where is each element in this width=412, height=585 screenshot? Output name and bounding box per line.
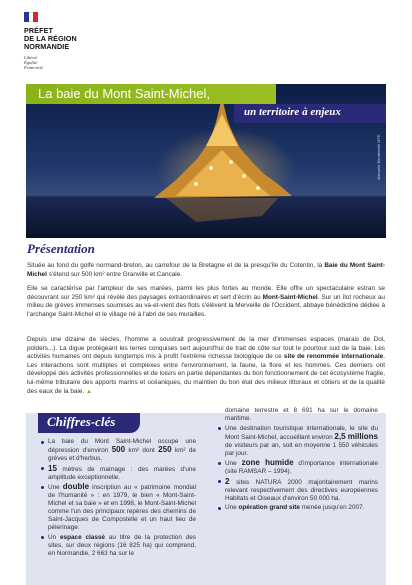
text-run: Elle se caractérise par l'ampleur de ses marées, parmi les plus fortes au monde. Elle offre un spectaculaire estran se découvrant sur 250 km² qui révèle des paysages extraordinaires et sert d'écrin au	[27, 285, 385, 301]
text-run: au titre de la protection des sites, sur deux régions (16 825 ha) qui comprend, en Normandie, 2 663 ha sur le	[48, 533, 196, 557]
motto-line: Égalité	[24, 60, 38, 66]
text-run: km² de grèves et d'herbus.	[48, 447, 196, 462]
motto-line: Fraternité	[24, 65, 43, 71]
list-item	[41, 438, 196, 463]
text-run: sites NATURA 2000 majoritairement marins relevant respectivement des directives européennes Habitats et Oiseaux d'environ 50 000 ha.	[225, 478, 378, 502]
key-figures-right-column	[218, 407, 378, 514]
motto-line: Liberté	[24, 55, 38, 60]
paragraph-history	[27, 336, 385, 396]
text-run: de visiteurs par an, soit en moyenne 1 550 véhicules par jour.	[225, 441, 378, 457]
text-run: Une	[225, 460, 242, 467]
text-run: La baie du Mont Saint-Michel occupe une dépression d'environ	[48, 438, 196, 454]
figure-value: 500	[111, 445, 126, 454]
text-run: . Sur un îlot rocheux au milieu de grèves immenses soumises au va-et-vient des flots s'élèvent la Merveille de l'Occident, abbaye bénédictine dédiée à l'archange Saint-Michel et le village né à l'abri de ses murailles.	[27, 293, 385, 318]
text-run: menée jusqu'en 2007.	[299, 504, 365, 511]
figure-value: zone humide	[241, 458, 294, 467]
bold-run: Baie du Mont Saint-Michel	[27, 262, 385, 278]
figure-value: 2	[225, 476, 230, 486]
org-line: PRÉFET	[24, 26, 53, 35]
text-run: Une	[225, 504, 239, 511]
figure-value: 2,5 millions	[334, 431, 378, 441]
text-run: Une	[48, 484, 63, 491]
bold-run: espace classé	[59, 533, 105, 541]
section-title-presentation: Présentation	[27, 241, 95, 256]
text-run: inscription au « patrimoine mondial de l'humanité » : en 1979, le bien « Mont-Saint-Michel et sa baie » et en 1998, le Mont-Saint-Michel comme l'un des principaux repères des chemins de Saint-Jacques de Compostelle et un haut lieu de pèlerinage.	[48, 484, 197, 531]
org-line: DE LA RÉGION	[24, 34, 77, 43]
text-run: Depuis une dizaine de siècles, l'homme a soustrait progressivement de la mer d'immenses espaces (marais de Dol, polders...). La digue protégeant les terres conquises sert aujourd'hui de trait de côte sur tout le pourtour sud de la baie. Les activités humaines ont depuis longtemps mis à profit l'extrême richesse biologique de ce	[27, 336, 385, 361]
figure-value: 15	[48, 463, 57, 473]
header	[0, 0, 412, 80]
page-title: La baie du Mont Saint-Michel,	[38, 86, 210, 101]
list-item	[218, 425, 378, 458]
list-item-continuation: domaine terrestre et 8 691 ha sur le domaine maritime.	[225, 407, 378, 422]
text-run: s'étend sur 500 km² entre Granville et Cancale.	[46, 270, 183, 278]
text-run: Située au fond du golfe normand-breton, au carrefour de la Bretagne et de la presqu'île du Cotentin, la	[27, 262, 325, 269]
text-run: Une destination touristique internationale, le site du Mont Saint-Michel, accueillant environ	[225, 424, 378, 441]
figure-value: 250	[158, 445, 172, 454]
list-item	[218, 478, 378, 503]
republic-motto	[24, 55, 43, 71]
figure-value: double	[62, 482, 90, 491]
text-run: km² dont	[125, 447, 159, 454]
list-item	[218, 459, 378, 476]
text-run: . Les interactions sont multiples et complexes entre l'environnement, la faune, la flore et les hommes. Ces derniers ont développé des activités professionnelles et de loisirs en partie dépendantes du bon fonctionnement de cet écosystème fragile, lui-même tributaire des apports marins et océaniques, du maintien du bon état des milieux littoraux et côtiers et de la qualité des eaux de la baie.	[27, 353, 385, 395]
bold-run: Mont-Saint-Michel	[262, 293, 318, 301]
photo-credit: Manuela Bonderath/ MTE	[376, 134, 381, 180]
org-line: NORMANDIE	[24, 42, 70, 51]
text-run: Un	[48, 533, 60, 541]
bold-run: opération grand site	[238, 504, 300, 511]
list-item	[41, 483, 196, 532]
list-item	[41, 534, 196, 558]
paragraph-tides	[27, 285, 385, 319]
key-figures-left-column	[41, 438, 196, 559]
page-subtitle: un territoire à enjeux	[244, 106, 341, 118]
section-title-key-figures: Chiffres-clés	[47, 414, 116, 429]
text-run: mètres de marnage : des marées d'une amplitude exceptionnelle.	[48, 465, 196, 481]
list-item	[41, 465, 196, 482]
text-run: d'importance internationale (site RAMSAR – 1994).	[225, 460, 379, 475]
marianne-logo-icon	[24, 12, 38, 22]
end-triangle-icon: ▲	[86, 388, 92, 395]
prefecture-name	[24, 27, 77, 51]
bold-run: site de renommée internationale	[283, 353, 384, 361]
paragraph-intro	[27, 262, 385, 279]
list-item	[218, 504, 378, 512]
